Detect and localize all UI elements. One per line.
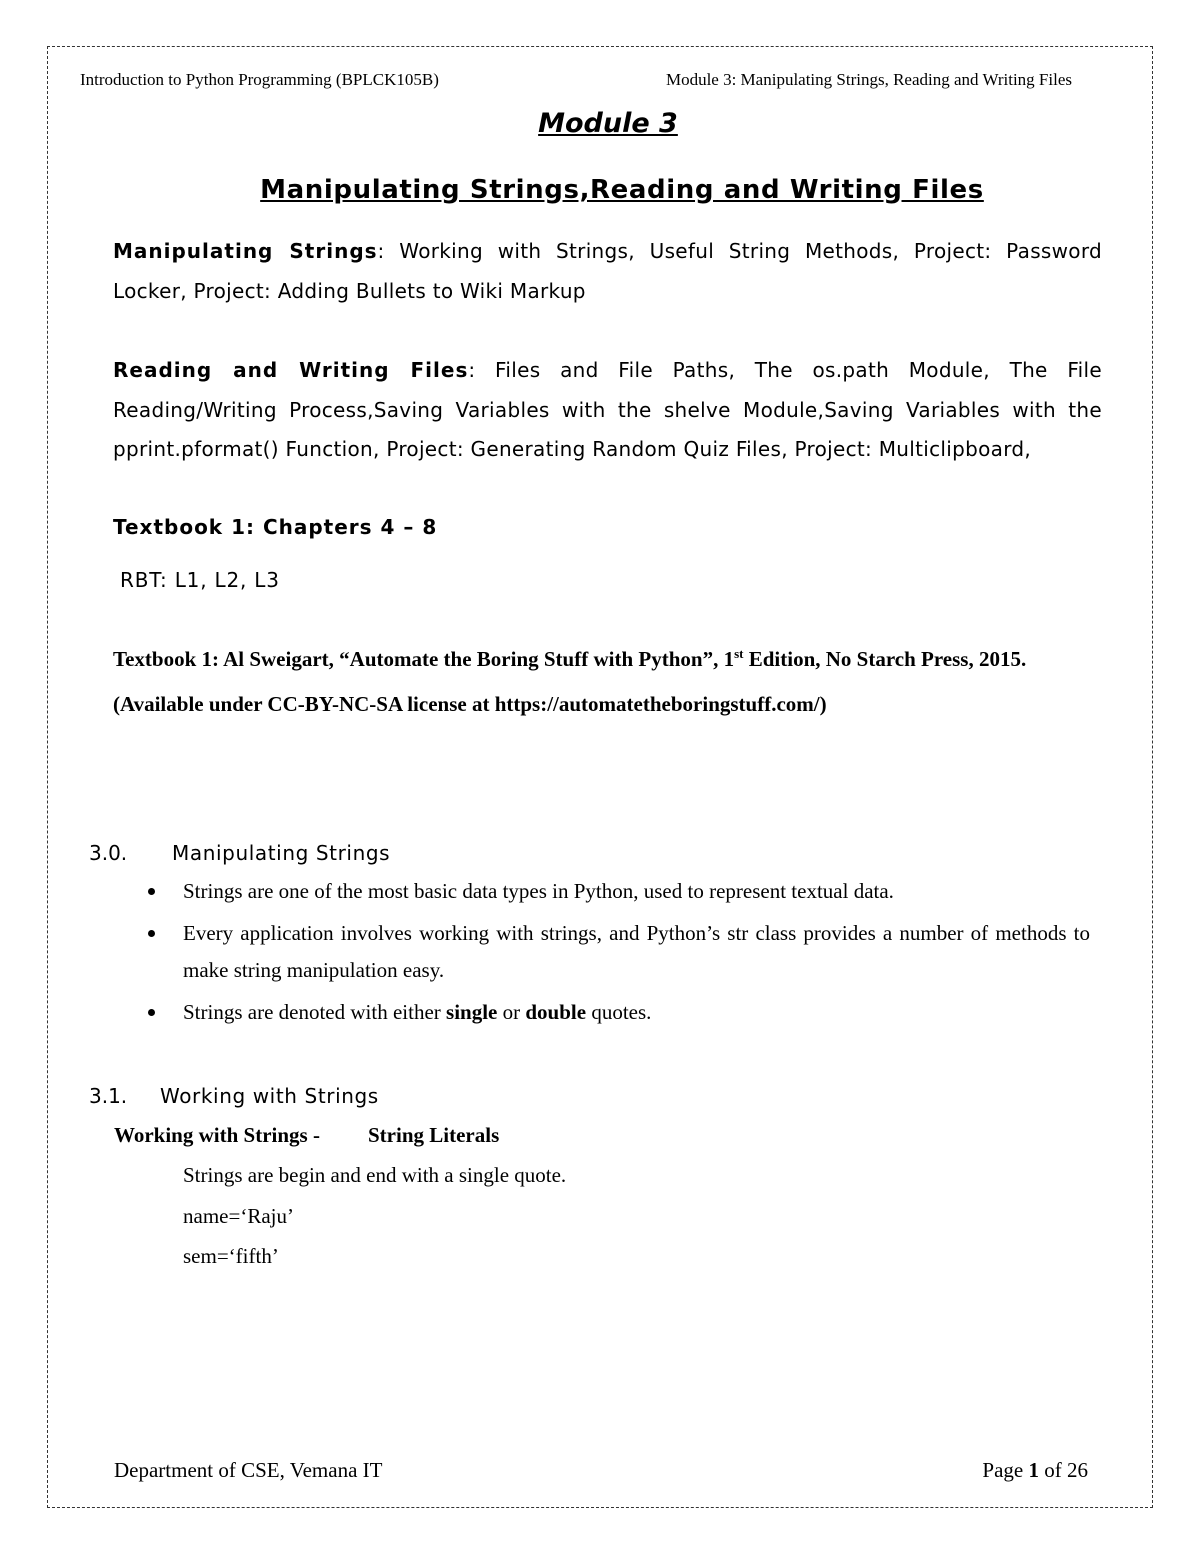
section-3-1-title: Working with Strings <box>160 1084 379 1108</box>
section-3-0-bullet-list <box>140 873 1090 1036</box>
list-item <box>140 873 1090 910</box>
code-example-name: name=‘Raju’ <box>183 1204 294 1228</box>
subheading-string-literals: String Literals <box>368 1123 500 1147</box>
bullet-text-or: or <box>497 1000 526 1024</box>
page-total: of 26 <box>1039 1458 1088 1482</box>
bullet-text-double: double <box>525 1000 587 1024</box>
overview-strings-text: : Working with Strings, Useful String Methods, Project: Password Locker, Project: Adding Bullets to Wiki Markup <box>113 239 1102 303</box>
bullet-icon <box>148 888 155 895</box>
textbook-chapters: Textbook 1: Chapters 4 – 8 <box>113 515 438 539</box>
rbt-levels: RBT: L1, L2, L3 <box>120 568 280 592</box>
reference-text-start: Textbook 1: Al Sweigart, “Automate the Boring Stuff with Python”, 1 <box>113 647 735 671</box>
section-3-0-title: Manipulating Strings <box>172 841 391 865</box>
list-item <box>140 994 1090 1031</box>
overview-strings-label: Manipulating Strings <box>113 239 378 263</box>
module-heading: Module 3 <box>538 108 678 139</box>
bullet-icon <box>148 1009 155 1016</box>
header-course-title: Introduction to Python Programming (BPLCK105B) <box>80 70 439 89</box>
bullet-text-end: quotes. <box>586 1000 652 1024</box>
bullet-text-single: single <box>446 1000 498 1024</box>
header-module-title: Module 3: Manipulating Strings, Reading and Writing Files <box>665 70 1072 89</box>
string-literal-description: Strings are begin and end with a single quote. <box>183 1163 567 1187</box>
overview-strings <box>113 232 1102 311</box>
section-3-0-number: 3.0. <box>89 841 128 865</box>
overview-files-text: : Files and File Paths, The os.path Module, The File Reading/Writing Process,Saving Variables with the shelve Module,Saving Variables with the pprint.pformat() Function, Project: Generating Random Quiz Files, Project: Multiclipboard, <box>113 358 1102 461</box>
main-title: Manipulating Strings,Reading and Writing Files <box>260 175 984 205</box>
bullet-text-start: Strings are denoted with either <box>183 1000 447 1024</box>
bullet-text: Strings are one of the most basic data types in Python, used to represent textual data. <box>183 879 894 903</box>
list-item <box>140 915 1090 989</box>
footer-page-number <box>982 1458 1088 1483</box>
overview-files-label: Reading and Writing Files <box>113 358 469 382</box>
current-page: 1 <box>1028 1458 1039 1482</box>
subheading-working-with-strings: Working with Strings - <box>114 1123 320 1147</box>
bullet-text: Every application involves working with strings, and Python’s str class provides a number of methods to make string manipulation easy. <box>183 921 1090 982</box>
reference-text-end: Edition, No Starch Press, 2015. (Available under CC-BY-NC-SA license at https://automatetheboringstuff.com/) <box>113 647 1027 716</box>
code-example-sem: sem=‘fifth’ <box>183 1244 279 1268</box>
reference-superscript: st <box>734 646 744 661</box>
bullet-icon <box>148 930 155 937</box>
overview-files <box>113 351 1102 470</box>
footer-department: Department of CSE, Vemana IT <box>114 1458 383 1482</box>
section-3-1-number: 3.1. <box>89 1084 128 1108</box>
page-label: Page <box>982 1458 1029 1482</box>
textbook-reference <box>113 637 1103 727</box>
